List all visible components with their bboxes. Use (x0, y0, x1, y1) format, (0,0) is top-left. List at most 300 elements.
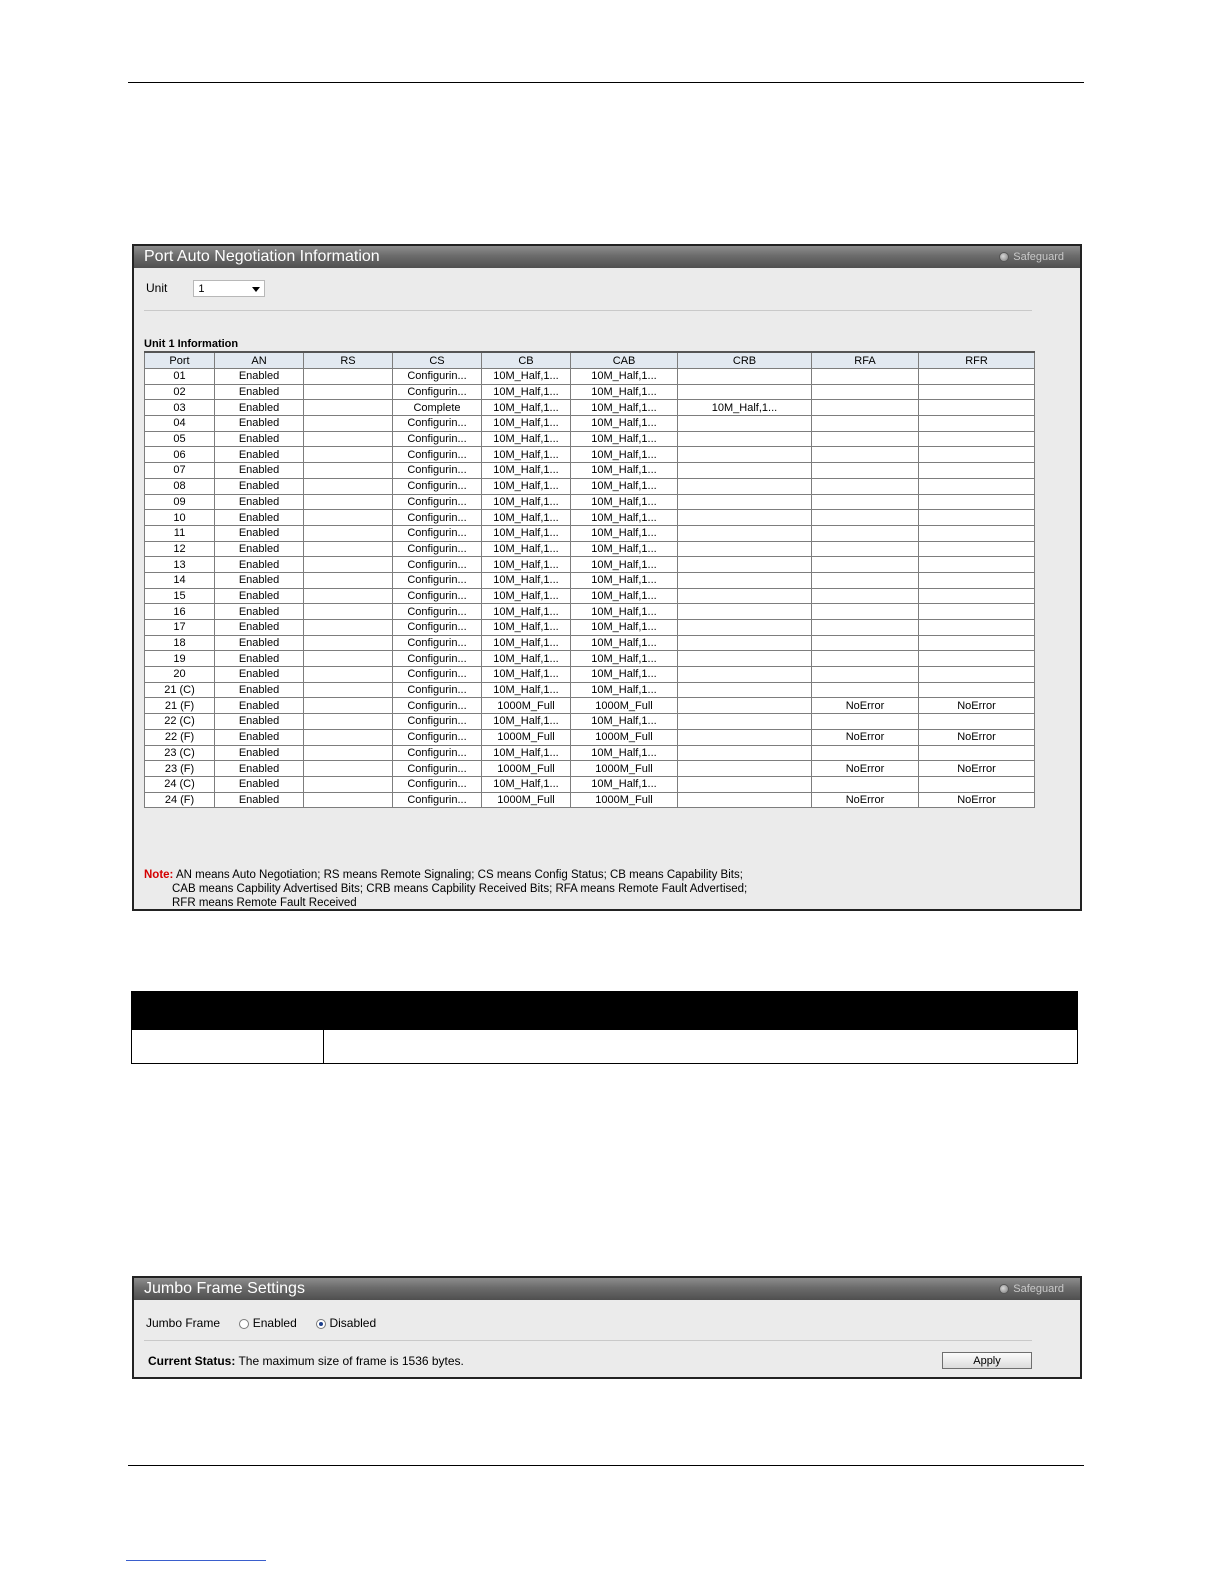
cell-rfr (919, 620, 1035, 636)
cell-rfr (919, 635, 1035, 651)
note-line-1: AN means Auto Negotiation; RS means Remote Signaling; CS means Config Status; CB means Capability Bits; (175, 869, 743, 881)
column-header-cab: CAB (571, 352, 678, 369)
cell-cab: 10M_Half,1... (571, 463, 678, 479)
cell-cs: Configurin... (393, 494, 482, 510)
cell-rfa (812, 604, 919, 620)
cell-an: Enabled (215, 714, 304, 730)
divider (144, 1340, 1032, 1341)
table-row (145, 620, 1035, 636)
cell-rs (304, 494, 393, 510)
cell-cab: 10M_Half,1... (571, 620, 678, 636)
cell-crb (678, 698, 812, 714)
table-row (145, 369, 1035, 385)
unit-select[interactable] (193, 280, 265, 297)
cell-rfr (919, 557, 1035, 573)
cell-port: 22 (C) (145, 714, 215, 730)
table-row (145, 761, 1035, 777)
cell-cab: 10M_Half,1... (571, 369, 678, 385)
table-row (145, 729, 1035, 745)
cell-port: 01 (145, 369, 215, 385)
cell-an: Enabled (215, 494, 304, 510)
cell-cb: 10M_Half,1... (482, 400, 571, 416)
table-header (132, 992, 1077, 1030)
cell-cs: Configurin... (393, 667, 482, 683)
current-status (148, 1354, 464, 1368)
cell-rs (304, 369, 393, 385)
cell-an: Enabled (215, 572, 304, 588)
cell-rfa (812, 478, 919, 494)
cell-cab: 10M_Half,1... (571, 667, 678, 683)
cell-rfa: NoError (812, 729, 919, 745)
cell-rs (304, 525, 393, 541)
cell-rfa (812, 400, 919, 416)
cell-port: 22 (F) (145, 729, 215, 745)
table-header-row (145, 352, 1035, 369)
cell-rs (304, 620, 393, 636)
divider (144, 310, 1032, 311)
cell-cs: Configurin... (393, 761, 482, 777)
table-row (145, 400, 1035, 416)
cell-rfr: NoError (919, 698, 1035, 714)
cell-rfa: NoError (812, 698, 919, 714)
cell-cb: 10M_Half,1... (482, 525, 571, 541)
cell-rs (304, 776, 393, 792)
cell-rfa (812, 776, 919, 792)
cell-cs: Complete (393, 400, 482, 416)
status-label: Current Status: (148, 1354, 236, 1368)
column-header-rfa: RFA (812, 352, 919, 369)
cell-cb: 10M_Half,1... (482, 572, 571, 588)
cell-crb (678, 776, 812, 792)
cell-cb: 1000M_Full (482, 761, 571, 777)
cell-rfr (919, 416, 1035, 432)
cell-crb (678, 494, 812, 510)
cell-an: Enabled (215, 604, 304, 620)
cell-an: Enabled (215, 384, 304, 400)
cell-cab: 10M_Half,1... (571, 682, 678, 698)
cell-rfa (812, 651, 919, 667)
cell-cs: Configurin... (393, 510, 482, 526)
table-row (145, 572, 1035, 588)
parameter-description-table (131, 991, 1078, 1064)
table-row (145, 745, 1035, 761)
cell-rfr (919, 714, 1035, 730)
cell-rs (304, 588, 393, 604)
cell-rs (304, 761, 393, 777)
cell-rfr (919, 463, 1035, 479)
cell-rfr (919, 572, 1035, 588)
cell-an: Enabled (215, 792, 304, 808)
cell-an: Enabled (215, 463, 304, 479)
cell-crb (678, 463, 812, 479)
cell-an: Enabled (215, 478, 304, 494)
unit-label: Unit (146, 280, 168, 295)
cell-crb (678, 431, 812, 447)
table-row (145, 651, 1035, 667)
cell-cs: Configurin... (393, 447, 482, 463)
cell-cs: Configurin... (393, 635, 482, 651)
cell-rfa (812, 572, 919, 588)
cell-crb (678, 541, 812, 557)
cell-cs: Configurin... (393, 682, 482, 698)
cell-cab: 10M_Half,1... (571, 588, 678, 604)
table-row (145, 698, 1035, 714)
disabled-label[interactable]: Disabled (329, 1316, 377, 1330)
cell-rfa (812, 384, 919, 400)
cell-port: 02 (145, 384, 215, 400)
note-label: Note: (144, 869, 174, 881)
cell-cab: 1000M_Full (571, 729, 678, 745)
cell-cs: Configurin... (393, 541, 482, 557)
table-row (132, 1030, 1077, 1063)
cell-cs: Configurin... (393, 572, 482, 588)
cell-rfr: NoError (919, 761, 1035, 777)
cell-cb: 10M_Half,1... (482, 745, 571, 761)
cell-rs (304, 792, 393, 808)
cell-cs: Configurin... (393, 604, 482, 620)
cell-cab: 10M_Half,1... (571, 525, 678, 541)
cell-cab: 10M_Half,1... (571, 541, 678, 557)
cell-an: Enabled (215, 729, 304, 745)
cell-port: 23 (F) (145, 761, 215, 777)
cell-rfr (919, 541, 1035, 557)
cell-rfa (812, 525, 919, 541)
cell-rfr: NoError (919, 792, 1035, 808)
cell-rfa (812, 463, 919, 479)
cell-cb: 10M_Half,1... (482, 651, 571, 667)
cell-an: Enabled (215, 557, 304, 573)
cell-cab: 10M_Half,1... (571, 494, 678, 510)
cell-rfa: NoError (812, 792, 919, 808)
cell-rs (304, 431, 393, 447)
cell-cb: 1000M_Full (482, 792, 571, 808)
table-row (145, 431, 1035, 447)
cell-port: 09 (145, 494, 215, 510)
cell-cab: 10M_Half,1... (571, 510, 678, 526)
cell-port: 21 (F) (145, 698, 215, 714)
cell-cab: 10M_Half,1... (571, 635, 678, 651)
page-header-rule (128, 82, 1084, 83)
cell-cs: Configurin... (393, 698, 482, 714)
cell-cab: 10M_Half,1... (571, 604, 678, 620)
cell-an: Enabled (215, 447, 304, 463)
table-row (145, 494, 1035, 510)
cell-crb (678, 667, 812, 683)
cell-rs (304, 651, 393, 667)
cell-port: 24 (F) (145, 792, 215, 808)
cell-rfa (812, 494, 919, 510)
cell-cs: Configurin... (393, 416, 482, 432)
table-row (145, 557, 1035, 573)
cell-crb (678, 604, 812, 620)
column-header-rs: RS (304, 352, 393, 369)
cell-cb: 10M_Half,1... (482, 776, 571, 792)
cell-cab: 10M_Half,1... (571, 416, 678, 432)
negotiation-table (144, 351, 1035, 808)
cell-cab: 10M_Half,1... (571, 478, 678, 494)
cell-cab: 1000M_Full (571, 698, 678, 714)
cell-an: Enabled (215, 682, 304, 698)
disabled-radio[interactable] (316, 1319, 326, 1329)
chevron-down-icon (252, 287, 260, 292)
cell-port: 12 (145, 541, 215, 557)
cell-cb: 10M_Half,1... (482, 369, 571, 385)
cell-cs: Configurin... (393, 557, 482, 573)
table-row (145, 541, 1035, 557)
cell-an: Enabled (215, 745, 304, 761)
cell-cb: 10M_Half,1... (482, 447, 571, 463)
table-row (145, 604, 1035, 620)
cell-cb: 10M_Half,1... (482, 541, 571, 557)
table-cell (132, 1030, 324, 1063)
cell-cb: 1000M_Full (482, 698, 571, 714)
cell-port: 08 (145, 478, 215, 494)
cell-rfa (812, 714, 919, 730)
cell-an: Enabled (215, 698, 304, 714)
cell-an: Enabled (215, 525, 304, 541)
cell-an: Enabled (215, 510, 304, 526)
cell-port: 05 (145, 431, 215, 447)
cell-cab: 10M_Half,1... (571, 651, 678, 667)
cell-cs: Configurin... (393, 431, 482, 447)
cell-cab: 10M_Half,1... (571, 776, 678, 792)
cell-cab: 10M_Half,1... (571, 384, 678, 400)
cell-rfr (919, 369, 1035, 385)
cell-crb: 10M_Half,1... (678, 400, 812, 416)
cell-cs: Configurin... (393, 729, 482, 745)
cell-cb: 10M_Half,1... (482, 416, 571, 432)
cell-cb: 10M_Half,1... (482, 620, 571, 636)
unit-select-value: 1 (198, 283, 205, 295)
safeguard-icon (999, 1284, 1009, 1294)
cell-cab: 10M_Half,1... (571, 745, 678, 761)
cell-rfr (919, 651, 1035, 667)
cell-port: 18 (145, 635, 215, 651)
cell-rfr (919, 431, 1035, 447)
cell-rfa (812, 635, 919, 651)
cell-crb (678, 682, 812, 698)
cell-port: 23 (C) (145, 745, 215, 761)
cell-cab: 10M_Half,1... (571, 557, 678, 573)
cell-rfr (919, 400, 1035, 416)
cell-cs: Configurin... (393, 620, 482, 636)
panel-title-bar (134, 246, 1080, 268)
cell-cb: 10M_Half,1... (482, 463, 571, 479)
table-row (145, 682, 1035, 698)
cell-rs (304, 745, 393, 761)
unit-row (146, 280, 265, 297)
jumbo-frame-label: Jumbo Frame (146, 1316, 221, 1330)
port-auto-negotiation-panel (132, 244, 1082, 911)
jumbo-frame-panel (132, 1276, 1082, 1379)
jumbo-frame-row (146, 1316, 376, 1330)
table-row (145, 635, 1035, 651)
cell-cs: Configurin... (393, 369, 482, 385)
column-header-an: AN (215, 352, 304, 369)
safeguard-icon (999, 252, 1009, 262)
cell-port: 17 (145, 620, 215, 636)
cell-cab: 1000M_Full (571, 792, 678, 808)
column-header-cs: CS (393, 352, 482, 369)
note-line-2: CAB means Capbility Advertised Bits; CRB means Capbility Received Bits; RFA means Remote Fault Advertised; (172, 883, 748, 895)
cell-port: 10 (145, 510, 215, 526)
cell-cb: 10M_Half,1... (482, 588, 571, 604)
cell-port: 04 (145, 416, 215, 432)
cell-crb (678, 416, 812, 432)
cell-an: Enabled (215, 369, 304, 385)
cell-crb (678, 369, 812, 385)
cell-cb: 10M_Half,1... (482, 635, 571, 651)
apply-button[interactable]: Apply (942, 1352, 1032, 1369)
safeguard-label: Safeguard (1013, 1283, 1064, 1295)
cell-rfr (919, 667, 1035, 683)
table-row (145, 416, 1035, 432)
cell-an: Enabled (215, 400, 304, 416)
table-row (145, 447, 1035, 463)
cell-cs: Configurin... (393, 714, 482, 730)
cell-cs: Configurin... (393, 525, 482, 541)
cell-crb (678, 792, 812, 808)
enabled-radio[interactable] (239, 1319, 249, 1329)
cell-rfa (812, 557, 919, 573)
cell-rfa (812, 416, 919, 432)
cell-rfr (919, 682, 1035, 698)
table-row (145, 714, 1035, 730)
cell-rfa (812, 620, 919, 636)
safeguard-indicator (999, 1278, 1064, 1300)
cell-cs: Configurin... (393, 776, 482, 792)
cell-port: 15 (145, 588, 215, 604)
cell-crb (678, 557, 812, 573)
cell-cb: 1000M_Full (482, 729, 571, 745)
cell-rs (304, 667, 393, 683)
table-row (145, 463, 1035, 479)
cell-an: Enabled (215, 776, 304, 792)
cell-an: Enabled (215, 635, 304, 651)
cell-cb: 10M_Half,1... (482, 682, 571, 698)
cell-rs (304, 400, 393, 416)
cell-crb (678, 651, 812, 667)
cell-rs (304, 714, 393, 730)
cell-rs (304, 572, 393, 588)
cell-cab: 10M_Half,1... (571, 431, 678, 447)
cell-rs (304, 557, 393, 573)
table-row (145, 667, 1035, 683)
panel-title: Jumbo Frame Settings (144, 1280, 305, 1297)
cell-port: 13 (145, 557, 215, 573)
cell-rfr (919, 447, 1035, 463)
status-text: The maximum size of frame is 1536 bytes. (238, 1354, 464, 1368)
cell-rs (304, 729, 393, 745)
cell-port: 07 (145, 463, 215, 479)
cell-rfa (812, 369, 919, 385)
safeguard-label: Safeguard (1013, 251, 1064, 263)
legend-note (144, 868, 747, 910)
cell-cb: 10M_Half,1... (482, 510, 571, 526)
cell-rs (304, 541, 393, 557)
cell-port: 21 (C) (145, 682, 215, 698)
cell-crb (678, 510, 812, 526)
column-header-rfr: RFR (919, 352, 1035, 369)
column-header-port: Port (145, 352, 215, 369)
cell-cb: 10M_Half,1... (482, 604, 571, 620)
cell-rfa (812, 447, 919, 463)
cell-port: 24 (C) (145, 776, 215, 792)
cell-rfr (919, 384, 1035, 400)
cell-rs (304, 682, 393, 698)
panel-title-bar (134, 1278, 1080, 1300)
cell-crb (678, 384, 812, 400)
table-row (145, 384, 1035, 400)
cell-rs (304, 635, 393, 651)
cell-cs: Configurin... (393, 463, 482, 479)
cell-cb: 10M_Half,1... (482, 478, 571, 494)
cell-port: 03 (145, 400, 215, 416)
cell-cab: 1000M_Full (571, 761, 678, 777)
table-cell (324, 1030, 1077, 1063)
cell-cab: 10M_Half,1... (571, 714, 678, 730)
cell-crb (678, 447, 812, 463)
enabled-label[interactable]: Enabled (252, 1316, 297, 1330)
safeguard-indicator (999, 246, 1064, 268)
cell-rfr (919, 525, 1035, 541)
footer-link-underline (126, 1560, 266, 1561)
cell-cb: 10M_Half,1... (482, 494, 571, 510)
cell-crb (678, 525, 812, 541)
cell-crb (678, 620, 812, 636)
cell-crb (678, 714, 812, 730)
cell-cb: 10M_Half,1... (482, 714, 571, 730)
cell-crb (678, 745, 812, 761)
cell-cab: 10M_Half,1... (571, 447, 678, 463)
cell-rs (304, 447, 393, 463)
note-line-3: RFR means Remote Fault Received (172, 897, 357, 909)
cell-rs (304, 463, 393, 479)
cell-cb: 10M_Half,1... (482, 557, 571, 573)
cell-an: Enabled (215, 761, 304, 777)
cell-rfr (919, 478, 1035, 494)
column-header-cb: CB (482, 352, 571, 369)
cell-cb: 10M_Half,1... (482, 667, 571, 683)
cell-crb (678, 572, 812, 588)
cell-crb (678, 729, 812, 745)
table-row (145, 510, 1035, 526)
cell-rfr (919, 588, 1035, 604)
cell-an: Enabled (215, 416, 304, 432)
cell-cs: Configurin... (393, 588, 482, 604)
cell-rs (304, 510, 393, 526)
cell-cs: Configurin... (393, 745, 482, 761)
cell-cb: 10M_Half,1... (482, 431, 571, 447)
cell-port: 14 (145, 572, 215, 588)
table-row (145, 525, 1035, 541)
cell-an: Enabled (215, 588, 304, 604)
panel-title: Port Auto Negotiation Information (144, 248, 380, 265)
cell-rs (304, 604, 393, 620)
cell-rs (304, 416, 393, 432)
cell-an: Enabled (215, 541, 304, 557)
cell-port: 11 (145, 525, 215, 541)
cell-rfa (812, 541, 919, 557)
cell-port: 06 (145, 447, 215, 463)
cell-crb (678, 588, 812, 604)
cell-rfr (919, 604, 1035, 620)
cell-port: 20 (145, 667, 215, 683)
cell-cs: Configurin... (393, 384, 482, 400)
cell-port: 19 (145, 651, 215, 667)
cell-rs (304, 698, 393, 714)
cell-crb (678, 761, 812, 777)
